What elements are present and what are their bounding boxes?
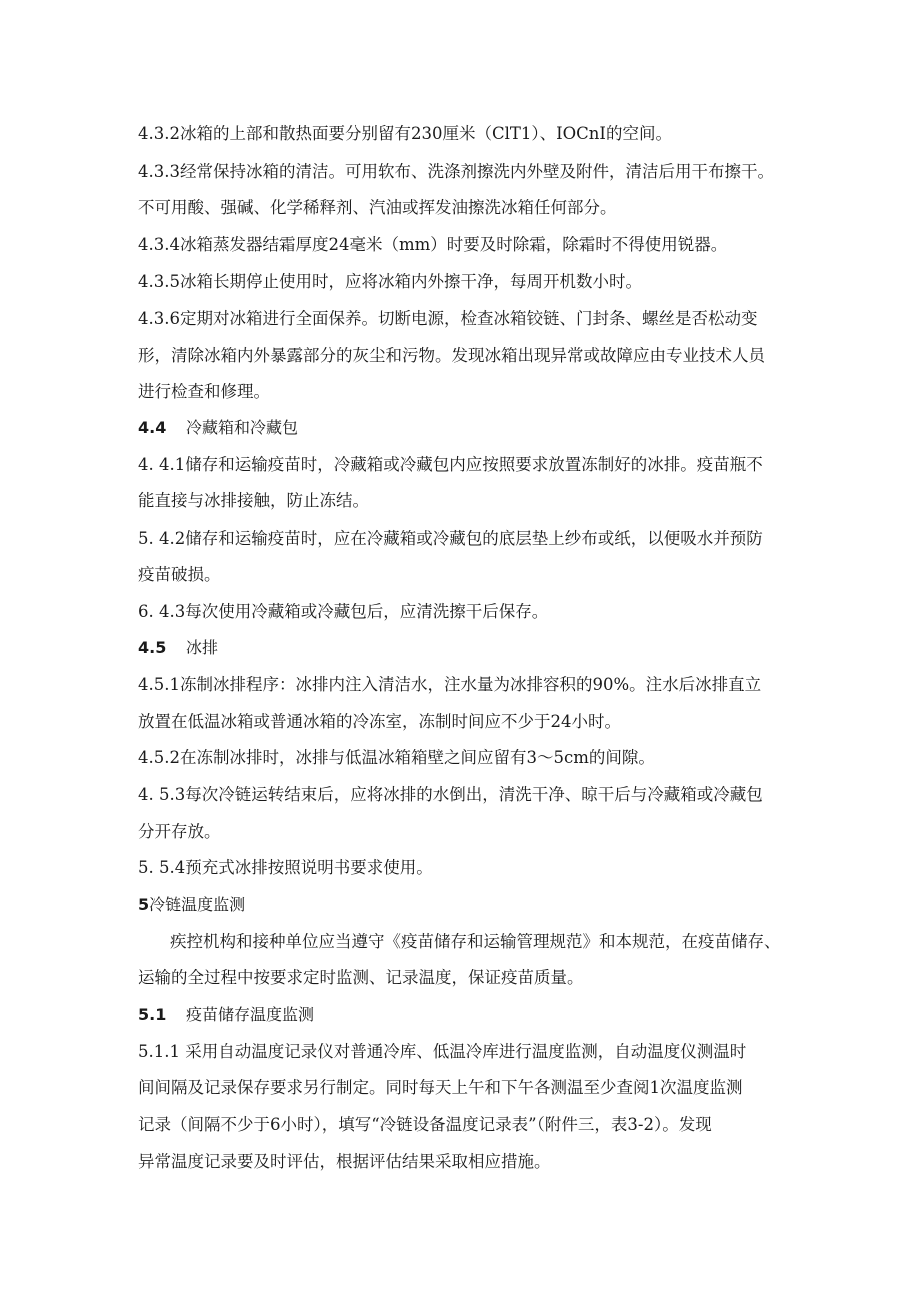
- paragraph-line: 4.5.2在冻制冰排时，冰排与低温冰箱箱壁之间应留有3～5cm的间隙。: [138, 748, 655, 767]
- paragraph-line: 间间隔及记录保存要求另行制定。同时每天上午和下午各测温至少查阅1次温度监测: [138, 1078, 743, 1097]
- paragraph-line: 4. 4.1储存和运输疫苗时，冷藏箱或冷藏包内应按照要求放置冻制好的冰排。疫苗瓶不: [138, 455, 763, 474]
- paragraph-line: 进行检查和修理。: [138, 382, 270, 401]
- section-heading-5: [138, 895, 245, 915]
- paragraph-line: 4.3.3经常保持冰箱的清洁。可用软布、洗涤剂擦洗内外壁及附件，清洁后用干布擦干。: [138, 162, 774, 181]
- section-title: 疫苗储存温度监测: [186, 1005, 315, 1024]
- paragraph-line: 6. 4.3每次使用冷藏箱或冷藏包后，应清洗擦干后保存。: [138, 602, 549, 621]
- section-heading-4-4: [138, 418, 298, 438]
- section-title: 冰排: [186, 638, 219, 657]
- paragraph-line: 4.3.5冰箱长期停止使用时，应将冰箱内外擦干净，每周开机数小时。: [138, 272, 642, 291]
- section-title: 冷链温度监测: [149, 895, 246, 914]
- paragraph-line: 5. 5.4预充式冰排按照说明书要求使用。: [138, 858, 433, 877]
- section-number: 5.1: [138, 1005, 167, 1024]
- paragraph-line: 4.3.4冰箱蒸发器结霜厚度24毫米（mm）时要及时除霜，除霜时不得使用锐器。: [138, 235, 728, 254]
- section-heading-5-1: [138, 1005, 314, 1025]
- paragraph-line: 5.1.1 采用自动温度记录仪对普通冷库、低温冷库进行温度监测，自动温度仪测温时: [138, 1042, 747, 1061]
- paragraph-line: 放置在低温冰箱或普通冰箱的冷冻室，冻制时间应不少于24小时。: [138, 712, 621, 731]
- paragraph-line: 5. 4.2储存和运输疫苗时，应在冷藏箱或冷藏包的底层垫上纱布或纸，以便吸水并预防: [138, 529, 763, 548]
- section-heading-4-5: [138, 638, 218, 658]
- paragraph-line: 疫苗破损。: [138, 565, 221, 584]
- section-number: 4.4: [138, 418, 167, 437]
- paragraph-line: 不可用酸、强碱、化学稀释剂、汽油或挥发油擦洗冰箱任何部分。: [138, 198, 617, 217]
- section-number: 5: [138, 895, 150, 914]
- paragraph-line: 4.3.2冰箱的上部和散热面要分别留有230厘米（ClT1）、IOCnI的空间。: [138, 124, 672, 143]
- paragraph-line: 疾控机构和接种单位应当遵守《疫苗储存和运输管理规范》和本规范，在疫苗储存、: [170, 932, 781, 951]
- paragraph-line: 分开存放。: [138, 822, 221, 841]
- section-number: 4.5: [138, 638, 167, 657]
- paragraph-line: 4. 5.3每次冷链运转结束后，应将冰排的水倒出，清洗干净、晾干后与冷藏箱或冷藏包: [138, 785, 763, 804]
- paragraph-line: 异常温度记录要及时评估，根据评估结果采取相应措施。: [138, 1152, 551, 1171]
- paragraph-line: 4.3.6定期对冰箱进行全面保养。切断电源，检查冰箱铰链、门封条、螺丝是否松动变: [138, 309, 758, 328]
- paragraph-line: 4.5.1冻制冰排程序：冰排内注入清洁水，注水量为冰排容积的90%。注水后冰排直立: [138, 675, 762, 694]
- paragraph-line: 形，清除冰箱内外暴露部分的灰尘和污物。发现冰箱出现异常或故障应由专业技术人员: [138, 346, 765, 365]
- paragraph-line: 运输的全过程中按要求定时监测、记录温度，保证疫苗质量。: [138, 968, 584, 987]
- section-title: 冷藏箱和冷藏包: [186, 418, 299, 437]
- paragraph-line: 记录（间隔不少于6小时），填写“冷链设备温度记录表”（附件三，表3-2）。发现: [138, 1115, 712, 1134]
- paragraph-line: 能直接与冰排接触，防止冻结。: [138, 491, 369, 510]
